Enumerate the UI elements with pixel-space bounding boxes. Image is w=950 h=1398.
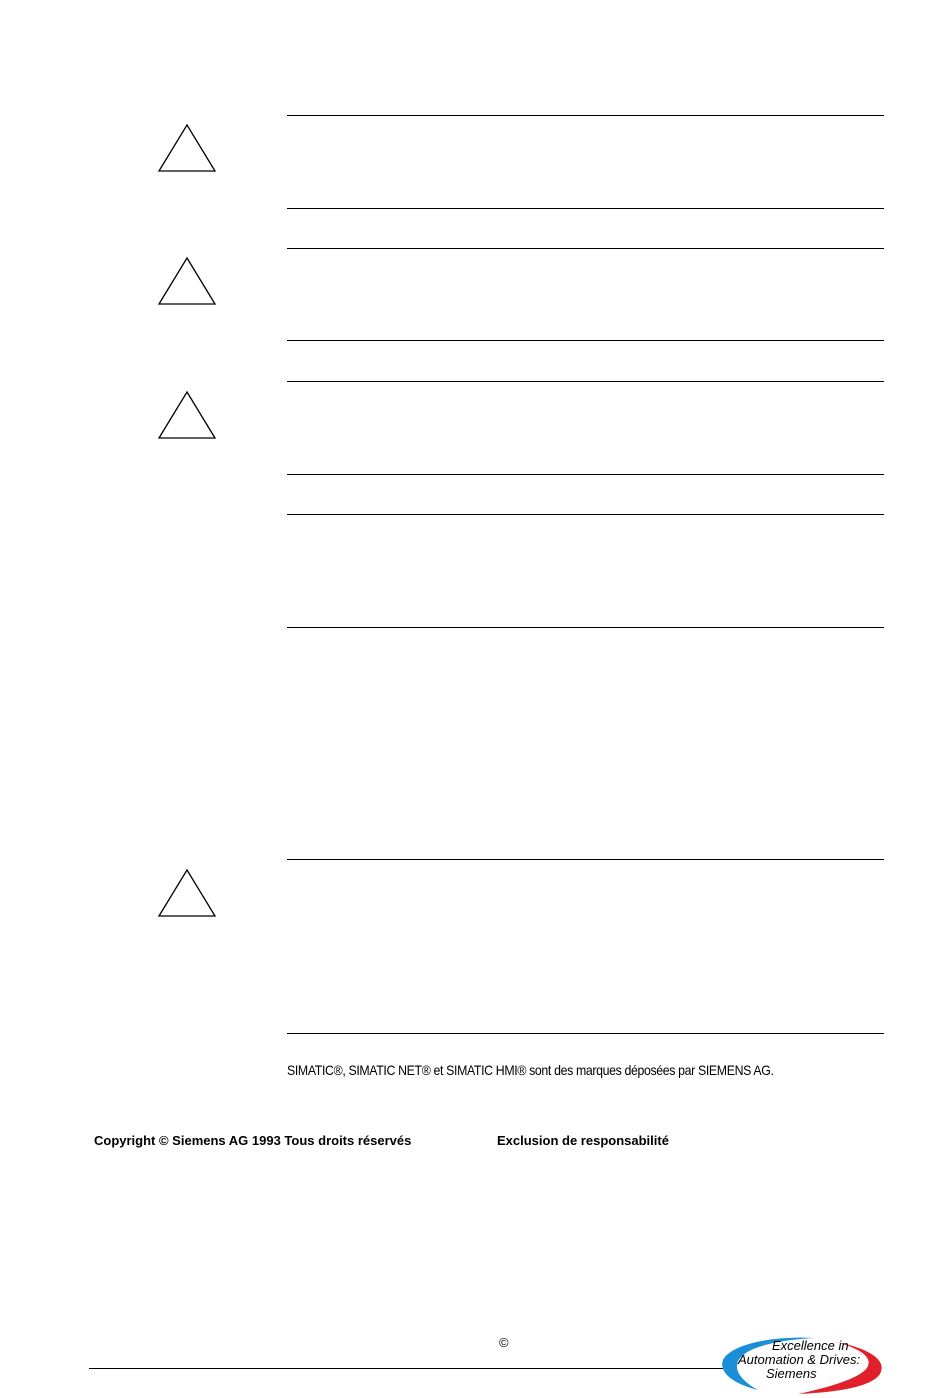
notice-5-bottom-rule <box>287 1033 884 1034</box>
logo-line-2: Automation & Drives: <box>738 1352 861 1367</box>
logo-line-3: Siemens <box>766 1366 817 1381</box>
notice-5-top-rule <box>287 859 884 860</box>
notice-3-top-rule <box>287 381 884 382</box>
trademark-notice: SIMATIC®, SIMATIC NET® et SIMATIC HMI® sont des marques déposées par SIEMENS AG. <box>287 1062 774 1078</box>
footer-rule <box>89 1368 729 1369</box>
warning-triangle-icon <box>157 123 217 173</box>
logo-line-1: Excellence in <box>772 1338 849 1353</box>
warning-triangle-icon <box>157 390 217 440</box>
notice-2-bottom-rule <box>287 340 884 341</box>
notice-4-top-rule <box>287 514 884 515</box>
siemens-logo <box>718 1334 888 1396</box>
notice-3-bottom-rule <box>287 474 884 475</box>
notice-1-bottom-rule <box>287 208 884 209</box>
warning-triangle-icon <box>157 256 217 306</box>
notice-1-top-rule <box>287 115 884 116</box>
notice-4-bottom-rule <box>287 627 884 628</box>
copyright-heading: Copyright © Siemens AG 1993 Tous droits réservés <box>94 1133 412 1148</box>
disclaimer-heading: Exclusion de responsabilité <box>497 1133 669 1148</box>
footer-copyright-symbol: © <box>499 1335 509 1350</box>
notice-2-top-rule <box>287 248 884 249</box>
warning-triangle-icon <box>157 868 217 918</box>
